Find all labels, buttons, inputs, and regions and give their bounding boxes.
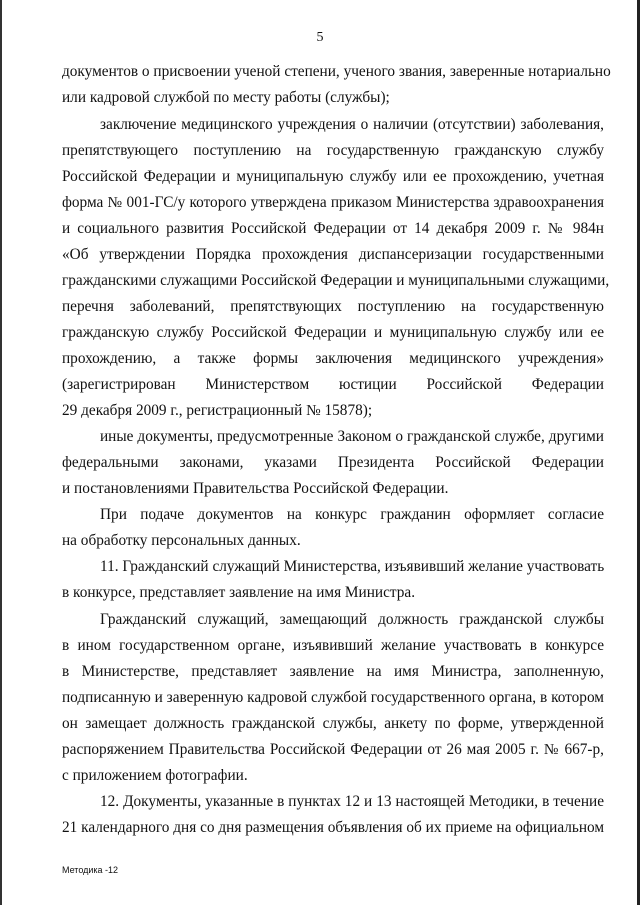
text-line: федеральными законами, указами Президента Российской Федерации <box>62 454 604 471</box>
text-line: или кадровой службой по месту работы (службы); <box>62 89 390 106</box>
text-line: и социального развития Российской Федерации от 14 декабря 2009 г. № 984н <box>62 220 604 237</box>
text-line: препятствующего поступлению на государственную гражданскую службу <box>62 142 604 159</box>
text-line: гражданскую службу Российской Федерации и муниципальную службу или ее <box>62 324 604 341</box>
text-line: с приложением фотографии. <box>62 767 248 784</box>
text-line: распоряжением Правительства Российской Федерации от 26 мая 2005 г. № 667-р, <box>62 741 604 758</box>
text-line: прохождению, а также формы заключения медицинского учреждения» <box>62 350 604 367</box>
text-line: 29 декабря 2009 г., регистрационный № 15878); <box>62 402 373 419</box>
text-line: (зарегистрирован Министерством юстиции Российской Федерации <box>62 376 604 393</box>
text-line: При подаче документов на конкурс гражданин оформляет согласие <box>100 506 604 523</box>
page-number: 5 <box>316 30 324 45</box>
text-line: 11. Гражданский служащий Министерства, изъявивший желание участвовать <box>100 558 605 575</box>
text-line: перечня заболеваний, препятствующих поступлению на государственную <box>62 298 604 315</box>
text-line: документов о присвоении ученой степени, ученого звания, заверенные нотариально <box>62 63 611 80</box>
text-line: 21 календарного дня со дня размещения объявления об их приеме на официальном <box>62 819 605 836</box>
text-line: форма № 001-ГС/у которого утверждена приказом Министерства здравоохранения <box>62 194 604 211</box>
text-line: в конкурсе, представляет заявление на имя Министра. <box>62 584 416 601</box>
text-line: в Министерстве, представляет заявление на имя Министра, заполненную, <box>62 663 604 680</box>
text-line: Российской Федерации и муниципальную службу или ее прохождению, учетная <box>62 168 604 185</box>
text-line: Гражданский служащий, замещающий должность гражданской службы <box>100 611 604 628</box>
text-line: «Об утверждении Порядка прохождения диспансеризации государственными <box>62 246 604 263</box>
text-line: заключение медицинского учреждения о наличии (отсутствии) заболевания, <box>100 116 604 133</box>
text-line: на обработку персональных данных. <box>62 532 301 549</box>
text-line: он замещает должность гражданской службы, анкету по форме, утвержденной <box>62 715 604 732</box>
text-line: гражданскими служащими Российской Федерации и муниципальными служащими, <box>62 272 610 289</box>
scan-edge-left <box>0 0 2 905</box>
text-line: 12. Документы, указанные в пунктах 12 и 13 настоящей Методики, в течение <box>100 793 604 810</box>
text-line: подписанную и заверенную кадровой службой государственного органа, в котором <box>62 689 604 706</box>
footer-code: Методика -12 <box>62 865 119 875</box>
text-line: в ином государственном органе, изъявивший желание участвовать в конкурсе <box>62 637 604 654</box>
text-line: иные документы, предусмотренные Законом о гражданской службе, другими <box>100 428 604 445</box>
text-line: и постановлениями Правительства Российской Федерации. <box>62 480 449 497</box>
